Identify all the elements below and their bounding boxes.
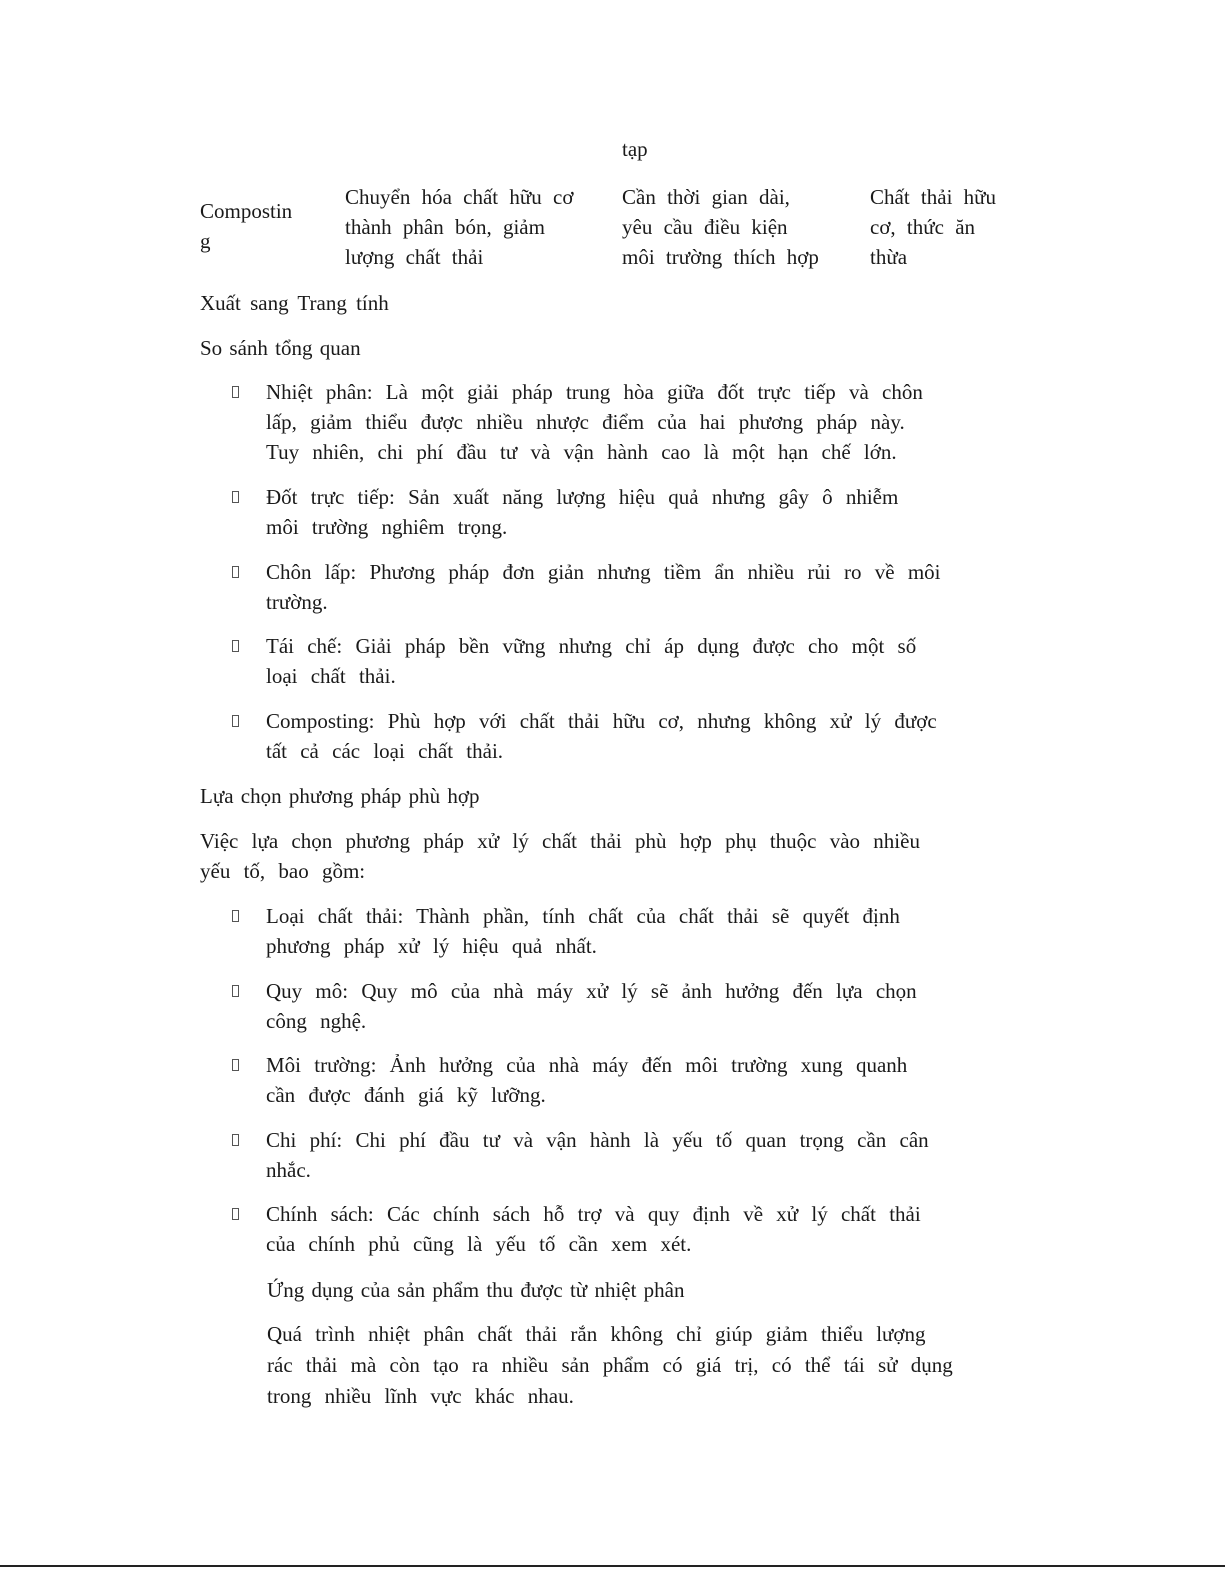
cell-line: cơ, thức ăn [870,215,976,239]
list-item-line: lấp, giảm thiểu được nhiều nhược điểm của hai phương pháp này. [266,410,905,434]
list-item-line: Chi phí: Chi phí đầu tư và vận hành là yếu tố quan trọng cần cân [266,1128,929,1152]
table-cell-continuation [622,134,648,164]
list-item-text [266,377,923,467]
list-item-line: công nghệ. [266,1009,367,1033]
bullet-icon [232,386,239,398]
list-item-line: Loại chất thải: Thành phần, tính chất của chất thải sẽ quyết định [266,904,900,928]
page-bottom-divider [0,1565,1225,1567]
cell-line: Chuyển hóa chất hữu cơ [345,185,574,209]
bullet-icon [232,910,239,922]
list-item-line: phương pháp xử lý hiệu quả nhất. [266,934,597,958]
cell-line: Chất thải hữu [870,185,997,209]
selection-intro [200,826,920,886]
bullet-icon [232,985,239,997]
list-item-text [266,1050,907,1110]
cell-line: thừa [870,245,908,269]
list-item-text [266,1125,929,1185]
list-item-text [266,976,917,1036]
paragraph-line: Việc lựa chọn phương pháp xử lý chất thải phù hợp phụ thuộc vào nhiều [200,829,920,853]
bullet-icon [232,640,239,652]
list-item-line: Đốt trực tiếp: Sản xuất năng lượng hiệu quả nhưng gây ô nhiễm [266,485,899,509]
list-item-line: trường. [266,590,328,614]
cell-line: Cần thời gian dài, [622,185,790,209]
bullet-icon [232,1208,239,1220]
applications-heading: Ứng dụng của sản phẩm thu được từ nhiệt phân [267,1278,685,1302]
applications-body [267,1319,953,1412]
cell-line: thành phân bón, giảm [345,215,545,239]
list-item-line: Quy mô: Quy mô của nhà máy xử lý sẽ ảnh hưởng đến lựa chọn [266,979,917,1003]
bullet-icon [232,1134,239,1146]
bullet-icon [232,566,239,578]
table-cell-advantages [345,182,573,272]
list-item-line: loại chất thải. [266,664,396,688]
list-item-line: môi trường nghiêm trọng. [266,515,508,539]
paragraph-line: Quá trình nhiệt phân chất thải rắn không chỉ giúp giảm thiểu lượng [267,1322,926,1346]
cell-line: môi trường thích hợp [622,245,819,269]
export-to-sheets-link[interactable]: Xuất sang Trang tính [200,291,389,315]
list-item-text [266,482,898,542]
list-item-line: Chính sách: Các chính sách hỗ trợ và quy định về xử lý chất thải [266,1202,921,1226]
list-item-line: tất cả các loại chất thải. [266,739,504,763]
cell-line: g [200,229,211,253]
table-cell-text: tạp [622,137,648,161]
selection-heading: Lựa chọn phương pháp phù hợp [200,784,480,808]
paragraph-line: trong nhiều lĩnh vực khác nhau. [267,1384,574,1408]
list-item-line: cần được đánh giá kỹ lưỡng. [266,1083,546,1107]
list-item-line: Tuy nhiên, chi phí đầu tư và vận hành cao là một hạn chế lớn. [266,440,897,464]
list-item-text [266,631,916,691]
list-item-line: nhắc. [266,1158,311,1182]
table-cell-disadvantages [622,182,819,272]
bullet-icon [232,715,239,727]
list-item-line: Môi trường: Ảnh hưởng của nhà máy đến môi trường xung quanh [266,1053,908,1077]
cell-line: yêu cầu điều kiện [622,215,788,239]
table-cell-method [200,196,292,256]
list-item-line: Composting: Phù hợp với chất thải hữu cơ, nhưng không xử lý được [266,709,937,733]
paragraph-line: yếu tố, bao gồm: [200,859,366,883]
list-item-line: của chính phủ cũng là yếu tố cần xem xét. [266,1232,692,1256]
list-item-text [266,706,937,766]
table-cell-applicable-waste [870,182,996,272]
cell-line: lượng chất thải [345,245,484,269]
list-item-line: Nhiệt phân: Là một giải pháp trung hòa giữa đốt trực tiếp và chôn [266,380,923,404]
overview-heading: So sánh tổng quan [200,336,361,360]
list-item-text [266,1199,921,1259]
list-item-text [266,901,900,961]
list-item-text [266,557,941,617]
bullet-icon [232,491,239,503]
list-item-line: Tái chế: Giải pháp bền vững nhưng chỉ áp dụng được cho một số [266,634,917,658]
list-item-line: Chôn lấp: Phương pháp đơn giản nhưng tiềm ẩn nhiều rủi ro về môi [266,560,941,584]
cell-line: Compostin [200,199,293,223]
bullet-icon [232,1059,239,1071]
paragraph-line: rác thải mà còn tạo ra nhiều sản phẩm có giá trị, có thể tái sử dụng [267,1353,953,1377]
